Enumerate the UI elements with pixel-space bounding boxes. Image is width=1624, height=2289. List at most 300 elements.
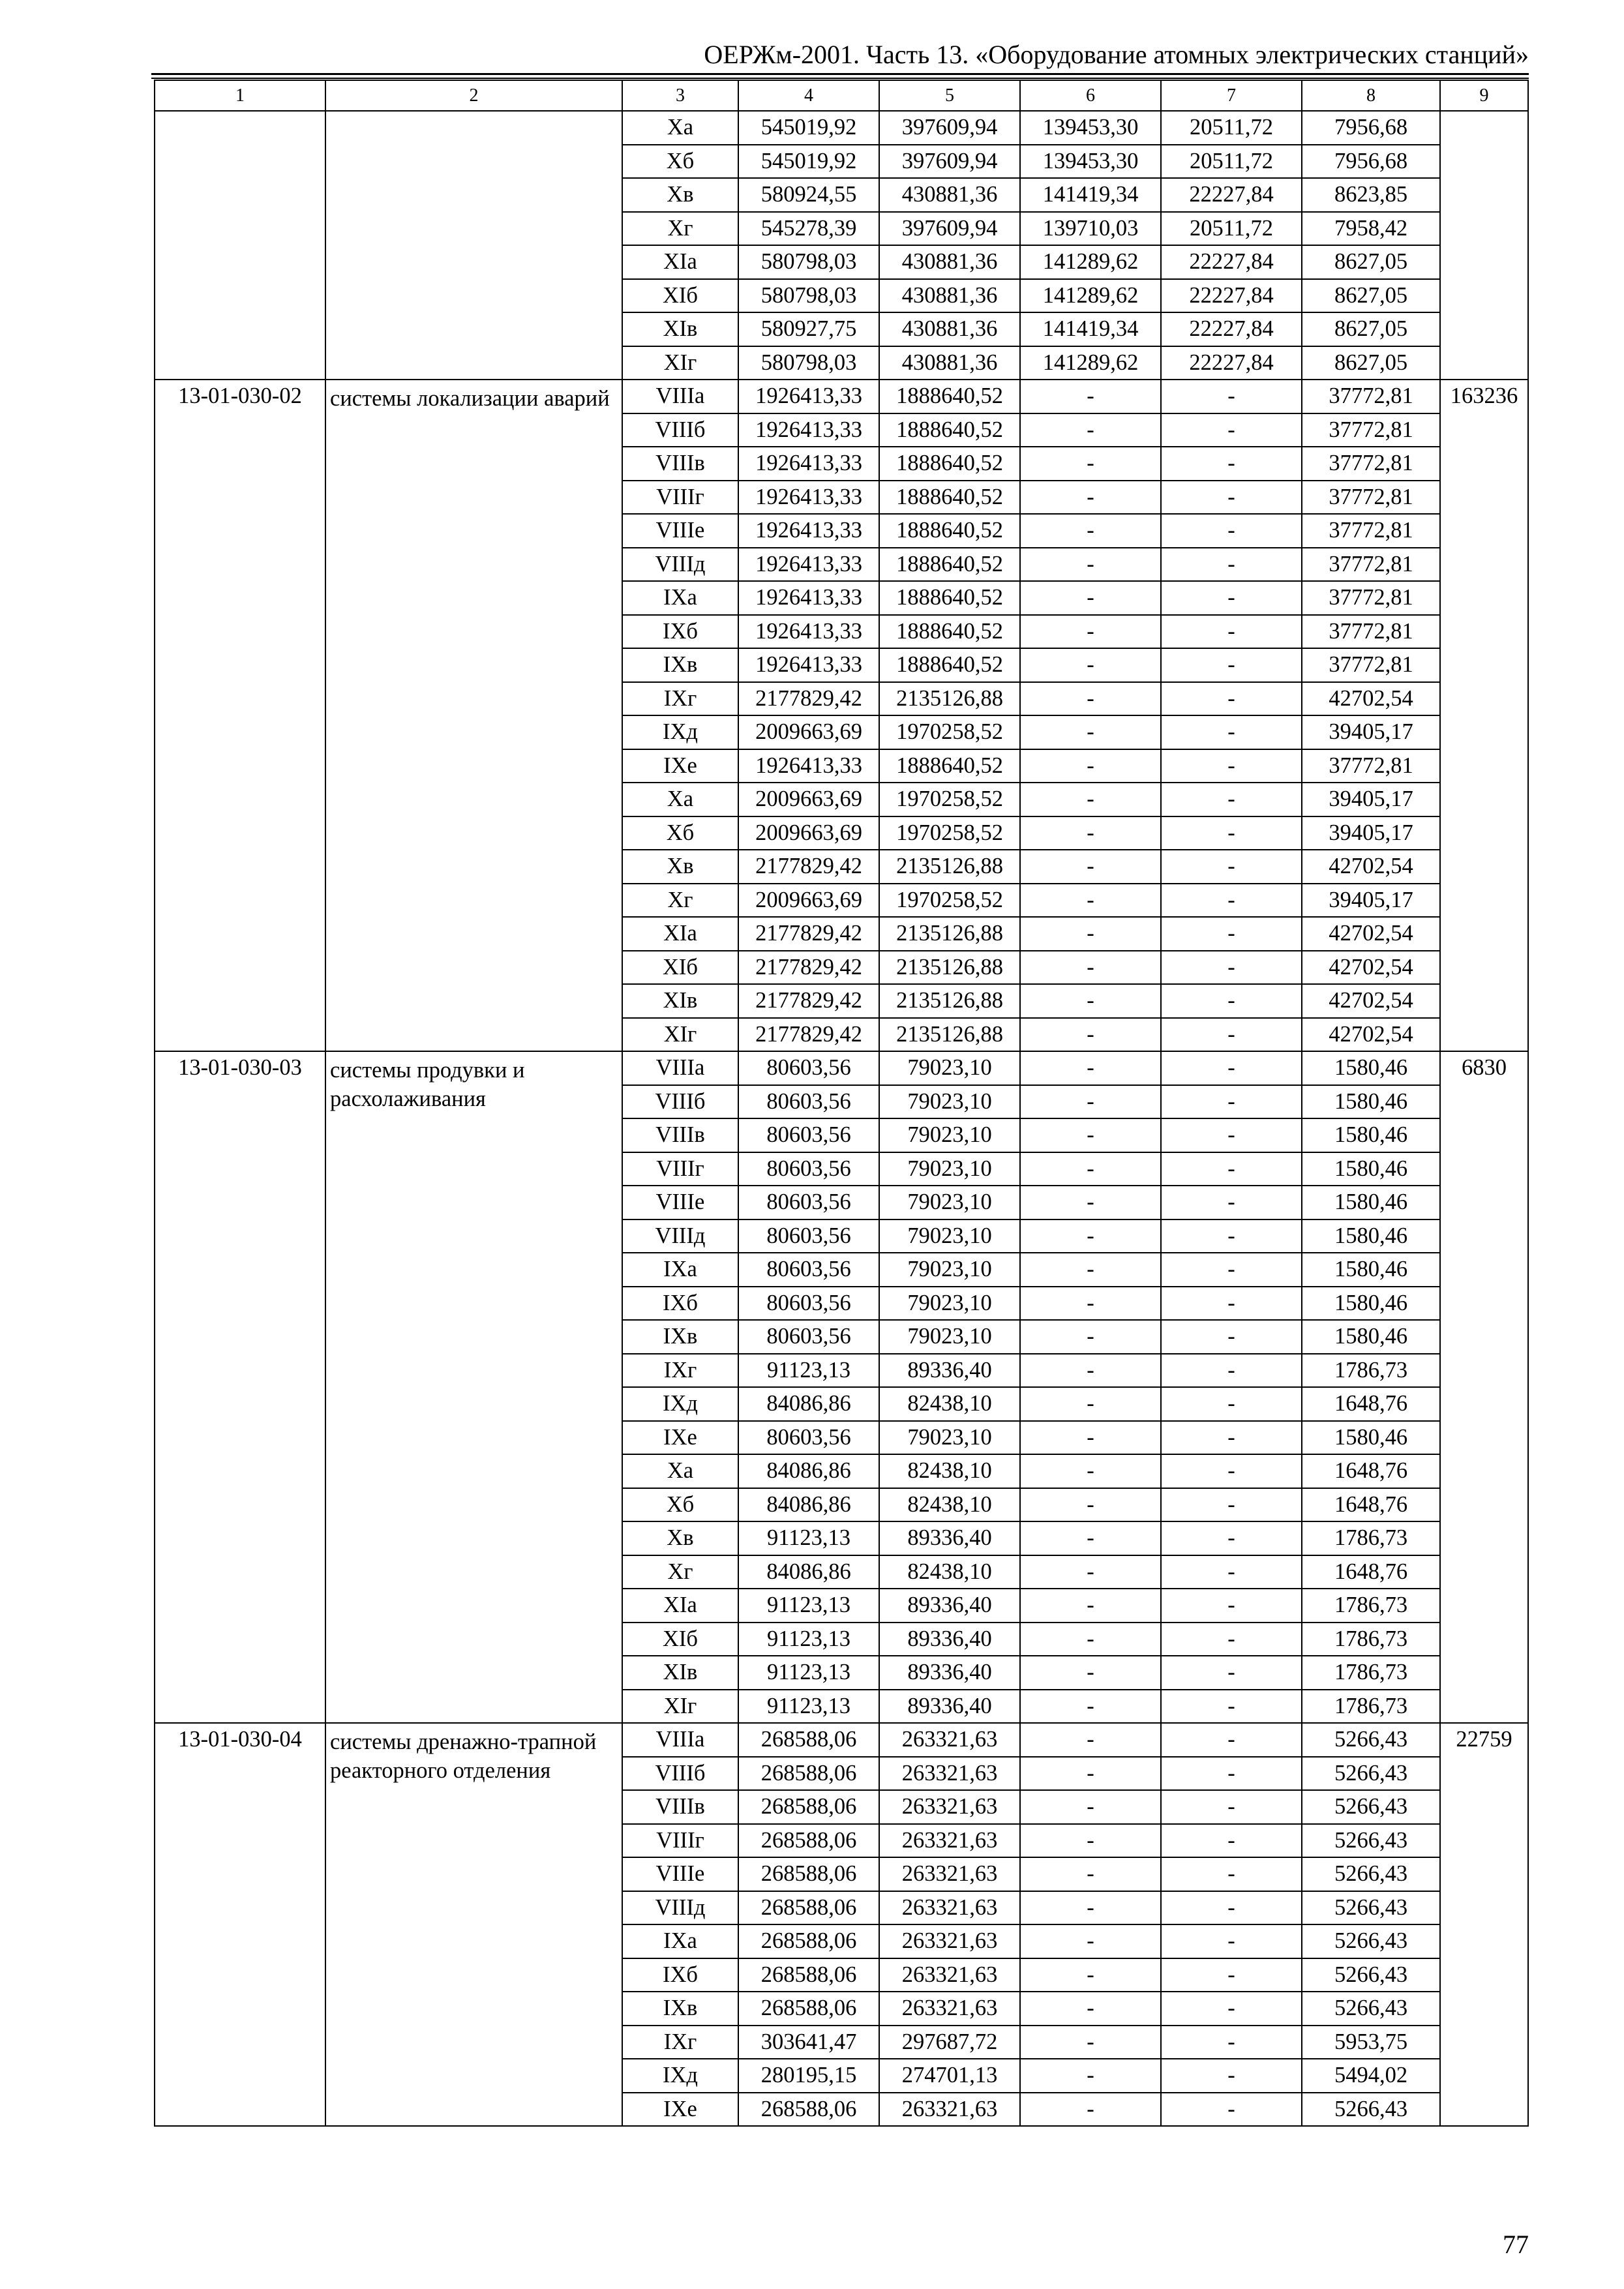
value-cell: 263321,63 (879, 1958, 1020, 1992)
value-cell: - (1161, 648, 1302, 682)
value-cell: 1888640,52 (879, 548, 1020, 582)
zone-cell: IXв (622, 1992, 738, 2026)
value-cell: 1786,73 (1302, 1656, 1440, 1690)
value-cell: - (1161, 413, 1302, 447)
value-cell: - (1161, 884, 1302, 918)
value-cell: 2135126,88 (879, 1018, 1020, 1052)
zone-cell: IXе (622, 749, 738, 783)
value-cell: 84086,86 (738, 1454, 879, 1488)
value-cell: 79023,10 (879, 1118, 1020, 1152)
value-cell: 268588,06 (738, 1924, 879, 1958)
value-cell: 2135126,88 (879, 951, 1020, 985)
value-cell: - (1020, 1623, 1161, 1656)
value-cell: - (1020, 1924, 1161, 1958)
value-cell: - (1161, 380, 1302, 413)
value-cell: - (1020, 951, 1161, 985)
zone-cell: Xв (622, 850, 738, 884)
rate-name-cell (325, 111, 622, 380)
column-number: 1 (155, 80, 325, 111)
value-cell: - (1020, 1320, 1161, 1354)
zone-cell: Xa (622, 783, 738, 816)
value-cell: 91123,13 (738, 1623, 879, 1656)
value-cell: 84086,86 (738, 1387, 879, 1421)
value-cell: 2177829,42 (738, 984, 879, 1018)
column-number: 4 (738, 80, 879, 111)
value-cell: - (1020, 1421, 1161, 1455)
zone-cell: Xa (622, 111, 738, 145)
value-cell: - (1020, 1656, 1161, 1690)
value-cell: 1926413,33 (738, 447, 879, 481)
value-cell: - (1161, 1992, 1302, 2026)
rate-total-cell: 22759 (1440, 1723, 1528, 2126)
value-cell: - (1161, 548, 1302, 582)
value-cell: 39405,17 (1302, 783, 1440, 816)
value-cell: 263321,63 (879, 1924, 1020, 1958)
value-cell: 280195,15 (738, 2059, 879, 2093)
value-cell: - (1020, 1690, 1161, 1724)
value-cell: - (1161, 1287, 1302, 1321)
value-cell: 1970258,52 (879, 816, 1020, 850)
value-cell: 545278,39 (738, 212, 879, 246)
value-cell: - (1020, 413, 1161, 447)
value-cell: 89336,40 (879, 1589, 1020, 1623)
value-cell: 37772,81 (1302, 581, 1440, 615)
value-cell: - (1020, 1723, 1161, 1757)
value-cell: 2177829,42 (738, 1018, 879, 1052)
value-cell: 8627,05 (1302, 346, 1440, 380)
value-cell: - (1020, 715, 1161, 749)
value-cell: - (1020, 648, 1161, 682)
value-cell: 37772,81 (1302, 380, 1440, 413)
value-cell: - (1161, 2093, 1302, 2127)
value-cell: 141289,62 (1020, 279, 1161, 313)
value-cell: - (1161, 1555, 1302, 1589)
value-cell: 1888640,52 (879, 581, 1020, 615)
zone-cell: VIIIг (622, 481, 738, 515)
value-cell: 1970258,52 (879, 884, 1020, 918)
table-row (155, 1051, 1528, 1085)
table-row (155, 380, 1528, 413)
value-cell: - (1161, 1891, 1302, 1925)
zone-cell: XIa (622, 1589, 738, 1623)
value-cell: - (1161, 1354, 1302, 1388)
column-number: 6 (1020, 80, 1161, 111)
value-cell: 79023,10 (879, 1219, 1020, 1253)
value-cell: 397609,94 (879, 212, 1020, 246)
value-cell: - (1020, 917, 1161, 951)
value-cell: - (1161, 1421, 1302, 1455)
value-cell: - (1020, 2026, 1161, 2059)
value-cell: 2177829,42 (738, 850, 879, 884)
value-cell: 263321,63 (879, 1757, 1020, 1791)
rate-code-cell: 13-01-030-03 (155, 1051, 325, 1723)
value-cell: - (1161, 2059, 1302, 2093)
value-cell: 80603,56 (738, 1186, 879, 1219)
value-cell: 268588,06 (738, 1757, 879, 1791)
zone-cell: VIIIе (622, 1186, 738, 1219)
value-cell: 5266,43 (1302, 1992, 1440, 2026)
value-cell: 1888640,52 (879, 615, 1020, 649)
zone-cell: IXе (622, 1421, 738, 1455)
value-cell: 263321,63 (879, 1992, 1020, 2026)
value-cell: - (1161, 615, 1302, 649)
value-cell: 8627,05 (1302, 245, 1440, 279)
value-cell: 297687,72 (879, 2026, 1020, 2059)
zone-cell: XIг (622, 1690, 738, 1724)
zone-cell: VIIIг (622, 1152, 738, 1186)
value-cell: 1926413,33 (738, 749, 879, 783)
value-cell: 1786,73 (1302, 1521, 1440, 1555)
value-cell: 91123,13 (738, 1690, 879, 1724)
value-cell: 5266,43 (1302, 1891, 1440, 1925)
value-cell: 139453,30 (1020, 145, 1161, 179)
value-cell: 80603,56 (738, 1051, 879, 1085)
value-cell: 89336,40 (879, 1521, 1020, 1555)
value-cell: - (1161, 850, 1302, 884)
value-cell: 91123,13 (738, 1656, 879, 1690)
value-cell: 22227,84 (1161, 279, 1302, 313)
zone-cell: VIIIa (622, 1723, 738, 1757)
rates-table (154, 80, 1529, 2127)
value-cell: 20511,72 (1161, 145, 1302, 179)
value-cell: - (1161, 1656, 1302, 1690)
value-cell: - (1020, 1186, 1161, 1219)
value-cell: 5266,43 (1302, 1824, 1440, 1858)
zone-cell: XIб (622, 951, 738, 985)
value-cell: 263321,63 (879, 1891, 1020, 1925)
value-cell: 1580,46 (1302, 1287, 1440, 1321)
value-cell: 89336,40 (879, 1623, 1020, 1656)
column-number: 2 (325, 80, 622, 111)
zone-cell: VIIIa (622, 1051, 738, 1085)
value-cell: - (1020, 615, 1161, 649)
value-cell: 1926413,33 (738, 548, 879, 582)
value-cell: 1648,76 (1302, 1454, 1440, 1488)
zone-cell: Xг (622, 212, 738, 246)
value-cell: 89336,40 (879, 1690, 1020, 1724)
value-cell: - (1020, 1555, 1161, 1589)
value-cell: 79023,10 (879, 1253, 1020, 1287)
value-cell: - (1020, 1891, 1161, 1925)
zone-cell: VIIIв (622, 447, 738, 481)
value-cell: 580798,03 (738, 346, 879, 380)
value-cell: 1580,46 (1302, 1219, 1440, 1253)
value-cell: - (1020, 1757, 1161, 1791)
value-cell: - (1161, 1219, 1302, 1253)
value-cell: - (1020, 1085, 1161, 1119)
value-cell: - (1161, 1253, 1302, 1287)
value-cell: 580924,55 (738, 178, 879, 212)
zone-cell: Xв (622, 178, 738, 212)
zone-cell: XIв (622, 1656, 738, 1690)
zone-cell: XIв (622, 312, 738, 346)
zone-cell: XIб (622, 279, 738, 313)
value-cell: 580798,03 (738, 279, 879, 313)
value-cell: - (1020, 1253, 1161, 1287)
column-number: 8 (1302, 80, 1440, 111)
value-cell: - (1020, 1857, 1161, 1891)
value-cell: 42702,54 (1302, 917, 1440, 951)
value-cell: - (1161, 1690, 1302, 1724)
value-cell: 1648,76 (1302, 1555, 1440, 1589)
value-cell: 580798,03 (738, 245, 879, 279)
value-cell: 1648,76 (1302, 1387, 1440, 1421)
value-cell: 5266,43 (1302, 1857, 1440, 1891)
value-cell: - (1020, 682, 1161, 716)
value-cell: - (1161, 1589, 1302, 1623)
value-cell: 2135126,88 (879, 984, 1020, 1018)
value-cell: 5266,43 (1302, 1924, 1440, 1958)
value-cell: 268588,06 (738, 1857, 879, 1891)
zone-cell: Xб (622, 145, 738, 179)
value-cell: 79023,10 (879, 1421, 1020, 1455)
value-cell: 1926413,33 (738, 581, 879, 615)
value-cell: - (1161, 682, 1302, 716)
value-cell: 37772,81 (1302, 548, 1440, 582)
value-cell: 1970258,52 (879, 715, 1020, 749)
value-cell: 8627,05 (1302, 279, 1440, 313)
value-cell: 1580,46 (1302, 1320, 1440, 1354)
zone-cell: XIб (622, 1623, 738, 1656)
zone-cell: VIIIд (622, 1891, 738, 1925)
value-cell: 91123,13 (738, 1354, 879, 1388)
value-cell: 268588,06 (738, 1891, 879, 1925)
value-cell: - (1020, 1219, 1161, 1253)
zone-cell: IXв (622, 648, 738, 682)
value-cell: - (1161, 816, 1302, 850)
rate-total-cell (1440, 111, 1528, 380)
value-cell: 5266,43 (1302, 2093, 1440, 2127)
page-header-title: ОЕРЖм-2001. Часть 13. «Оборудование атомных электрических станций» (704, 40, 1529, 69)
value-cell: 2135126,88 (879, 682, 1020, 716)
value-cell: - (1020, 1287, 1161, 1321)
column-number: 3 (622, 80, 738, 111)
zone-cell: VIIIд (622, 548, 738, 582)
value-cell: - (1020, 1051, 1161, 1085)
value-cell: 268588,06 (738, 2093, 879, 2127)
zone-cell: IXб (622, 1958, 738, 1992)
value-cell: 80603,56 (738, 1219, 879, 1253)
column-number-row (155, 80, 1528, 111)
zone-cell: XIa (622, 917, 738, 951)
value-cell: 20511,72 (1161, 212, 1302, 246)
value-cell: 37772,81 (1302, 447, 1440, 481)
value-cell: - (1161, 951, 1302, 985)
zone-cell: IXa (622, 1253, 738, 1287)
value-cell: - (1020, 380, 1161, 413)
value-cell: 141419,34 (1020, 312, 1161, 346)
value-cell: - (1020, 2059, 1161, 2093)
header-rule (151, 78, 1529, 79)
value-cell: 89336,40 (879, 1656, 1020, 1690)
value-cell: 1926413,33 (738, 514, 879, 548)
zone-cell: XIг (622, 346, 738, 380)
value-cell: 263321,63 (879, 1857, 1020, 1891)
value-cell: 1648,76 (1302, 1488, 1440, 1522)
rate-name-cell: системы локализации аварий (325, 380, 622, 1051)
value-cell: 2009663,69 (738, 783, 879, 816)
value-cell: - (1161, 984, 1302, 1018)
value-cell: 1786,73 (1302, 1589, 1440, 1623)
value-cell: - (1161, 1958, 1302, 1992)
value-cell: 79023,10 (879, 1085, 1020, 1119)
value-cell: 1580,46 (1302, 1421, 1440, 1455)
header-rule (151, 73, 1529, 75)
rate-code-cell: 13-01-030-04 (155, 1723, 325, 2126)
value-cell: 80603,56 (738, 1287, 879, 1321)
value-cell: 1888640,52 (879, 514, 1020, 548)
zone-cell: IXв (622, 1320, 738, 1354)
value-cell: 22227,84 (1161, 312, 1302, 346)
value-cell: 141289,62 (1020, 245, 1161, 279)
value-cell: 22227,84 (1161, 178, 1302, 212)
value-cell: 5494,02 (1302, 2059, 1440, 2093)
value-cell: 80603,56 (738, 1152, 879, 1186)
zone-cell: VIIIе (622, 514, 738, 548)
value-cell: 1888640,52 (879, 648, 1020, 682)
value-cell: - (1161, 1387, 1302, 1421)
value-cell: - (1020, 850, 1161, 884)
value-cell: 42702,54 (1302, 682, 1440, 716)
value-cell: 2135126,88 (879, 917, 1020, 951)
value-cell: 5953,75 (1302, 2026, 1440, 2059)
value-cell: - (1161, 1186, 1302, 1219)
value-cell: - (1020, 1488, 1161, 1522)
value-cell: - (1161, 1623, 1302, 1656)
value-cell: 430881,36 (879, 346, 1020, 380)
value-cell: 139710,03 (1020, 212, 1161, 246)
rate-total-cell: 6830 (1440, 1051, 1528, 1723)
value-cell: 37772,81 (1302, 481, 1440, 515)
value-cell: - (1020, 749, 1161, 783)
zone-cell: VIIIa (622, 380, 738, 413)
value-cell: - (1020, 1790, 1161, 1824)
value-cell: 263321,63 (879, 1824, 1020, 1858)
value-cell: 1580,46 (1302, 1051, 1440, 1085)
zone-cell: IXе (622, 2093, 738, 2127)
value-cell: 141289,62 (1020, 346, 1161, 380)
value-cell: 37772,81 (1302, 514, 1440, 548)
value-cell: 268588,06 (738, 1824, 879, 1858)
value-cell: 263321,63 (879, 1790, 1020, 1824)
zone-cell: Xг (622, 1555, 738, 1589)
value-cell: - (1020, 1118, 1161, 1152)
zone-cell: Xв (622, 1521, 738, 1555)
zone-cell: XIa (622, 245, 738, 279)
value-cell: - (1020, 816, 1161, 850)
value-cell: - (1161, 1521, 1302, 1555)
zone-cell: VIIIб (622, 1757, 738, 1791)
zone-cell: IXг (622, 1354, 738, 1388)
value-cell: 8627,05 (1302, 312, 1440, 346)
value-cell: 39405,17 (1302, 715, 1440, 749)
zone-cell: IXa (622, 581, 738, 615)
value-cell: - (1020, 548, 1161, 582)
value-cell: - (1161, 1085, 1302, 1119)
zone-cell: VIIIд (622, 1219, 738, 1253)
value-cell: 2177829,42 (738, 951, 879, 985)
value-cell: - (1161, 1824, 1302, 1858)
zone-cell: IXб (622, 1287, 738, 1321)
zone-cell: VIIIе (622, 1857, 738, 1891)
value-cell: 84086,86 (738, 1488, 879, 1522)
value-cell: 1888640,52 (879, 481, 1020, 515)
table-row (155, 1723, 1528, 1757)
value-cell: 39405,17 (1302, 816, 1440, 850)
value-cell: 82438,10 (879, 1488, 1020, 1522)
value-cell: - (1020, 884, 1161, 918)
value-cell: - (1020, 984, 1161, 1018)
value-cell: 80603,56 (738, 1320, 879, 1354)
value-cell: 79023,10 (879, 1186, 1020, 1219)
page-number: 77 (1503, 2230, 1529, 2259)
value-cell: 84086,86 (738, 1555, 879, 1589)
value-cell: - (1161, 1051, 1302, 1085)
value-cell: 20511,72 (1161, 111, 1302, 145)
zone-cell: IXд (622, 2059, 738, 2093)
value-cell: - (1161, 715, 1302, 749)
zone-cell: IXг (622, 682, 738, 716)
value-cell: 1926413,33 (738, 481, 879, 515)
value-cell: - (1161, 917, 1302, 951)
value-cell: 42702,54 (1302, 984, 1440, 1018)
value-cell: - (1020, 2093, 1161, 2127)
rate-code-cell (155, 111, 325, 380)
value-cell: 1926413,33 (738, 380, 879, 413)
value-cell: - (1161, 783, 1302, 816)
value-cell: 263321,63 (879, 2093, 1020, 2127)
value-cell: 1926413,33 (738, 413, 879, 447)
value-cell: - (1161, 514, 1302, 548)
value-cell: 91123,13 (738, 1521, 879, 1555)
zone-cell: VIIIб (622, 1085, 738, 1119)
value-cell: - (1161, 1757, 1302, 1791)
value-cell: 139453,30 (1020, 111, 1161, 145)
zone-cell: Xa (622, 1454, 738, 1488)
value-cell: 2009663,69 (738, 884, 879, 918)
value-cell: - (1020, 1824, 1161, 1858)
value-cell: 82438,10 (879, 1387, 1020, 1421)
zone-cell: IXг (622, 2026, 738, 2059)
value-cell: - (1020, 783, 1161, 816)
value-cell: 80603,56 (738, 1118, 879, 1152)
value-cell: 82438,10 (879, 1555, 1020, 1589)
value-cell: - (1161, 1723, 1302, 1757)
value-cell: 37772,81 (1302, 413, 1440, 447)
value-cell: - (1020, 1454, 1161, 1488)
value-cell: - (1161, 481, 1302, 515)
value-cell: - (1020, 581, 1161, 615)
value-cell: 430881,36 (879, 245, 1020, 279)
value-cell: 2009663,69 (738, 816, 879, 850)
value-cell: 1580,46 (1302, 1186, 1440, 1219)
value-cell: 1580,46 (1302, 1152, 1440, 1186)
value-cell: 2177829,42 (738, 682, 879, 716)
value-cell: 430881,36 (879, 178, 1020, 212)
value-cell: 79023,10 (879, 1287, 1020, 1321)
column-number: 7 (1161, 80, 1302, 111)
rate-total-cell: 163236 (1440, 380, 1528, 1051)
value-cell: 1888640,52 (879, 749, 1020, 783)
value-cell: - (1020, 1589, 1161, 1623)
value-cell: 42702,54 (1302, 951, 1440, 985)
value-cell: 5266,43 (1302, 1757, 1440, 1791)
value-cell: 268588,06 (738, 1723, 879, 1757)
value-cell: - (1020, 1152, 1161, 1186)
value-cell: - (1020, 481, 1161, 515)
column-number: 9 (1440, 80, 1528, 111)
value-cell: 1786,73 (1302, 1354, 1440, 1388)
